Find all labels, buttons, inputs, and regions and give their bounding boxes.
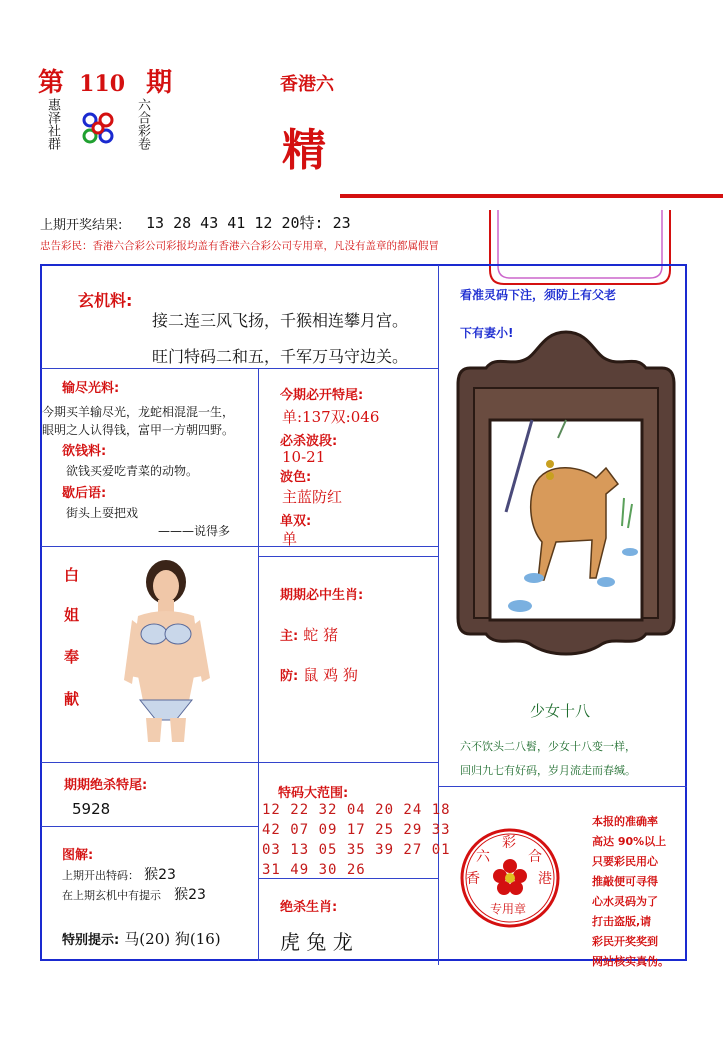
tujie-line1 — [62, 864, 176, 884]
zodiac-label: 期期必中生肖: — [280, 588, 364, 603]
range-row-4: 31 49 30 26 — [262, 862, 366, 878]
kill-zodiac-value: 虎 兔 龙 — [280, 930, 353, 954]
right-top-text2: 下有妻小! — [460, 326, 514, 340]
xiehouyu-answer: ———说得多 — [158, 524, 231, 538]
range-row-1: 12 22 32 04 20 24 18 — [262, 802, 451, 818]
right-top-text1: 看准灵码下注，须防上有父老 — [460, 288, 617, 302]
framed-painting-icon — [446, 328, 686, 658]
accuracy-line: 心水灵码为了 — [592, 895, 658, 908]
divider — [41, 826, 258, 827]
title-big: 精 — [282, 125, 326, 176]
seal-char-4: 香 — [466, 871, 480, 887]
seal-char-2: 彩 — [502, 835, 516, 851]
oddeven-value: 单 — [282, 530, 298, 548]
last-result-numbers: 13 28 43 41 12 20特: 23 — [146, 214, 351, 232]
accuracy-line: 只要彩民用心 — [592, 855, 658, 868]
wave-label: 必杀波段: — [280, 434, 338, 449]
poem-line2: 回归九七有好码，岁月流走而春缄。 — [460, 764, 636, 777]
shujin-line1: 今期买羊输尽光，龙蛇相混混一生， — [42, 405, 235, 419]
shujin-line2: 眼明之人认得钱，富甲一方朝四野。 — [42, 423, 235, 437]
accuracy-line: 本报的准确率 — [592, 815, 658, 828]
xiehouyu-label: 歇后语: — [62, 486, 107, 501]
tip-value: 马(20) 狗(16) — [124, 930, 221, 948]
accuracy-line: 高达 90%以上 — [592, 835, 667, 848]
seal-char-5: 港 — [538, 871, 552, 887]
range-row-2: 42 07 09 17 25 29 33 — [262, 822, 451, 838]
divider — [41, 546, 438, 547]
divider — [41, 368, 438, 369]
accuracy-line: 彩民开奖奖到 — [592, 935, 658, 948]
last-result-label: 上期开奖结果: — [40, 218, 123, 233]
issue-title — [38, 62, 172, 99]
tip-label: 特别提示: — [62, 933, 120, 948]
issue-prefix: 第 — [38, 68, 65, 98]
accuracy-text — [592, 812, 669, 972]
tail-kill-label: 期期绝杀特尾: — [64, 778, 148, 793]
yuqian-text: 欲钱买爱吃青菜的动物。 — [66, 464, 199, 478]
zodiac-main-label: 主: — [280, 629, 299, 644]
painting-title: 少女十八 — [530, 702, 591, 720]
shujin-label: 输尽光料: — [62, 381, 120, 396]
seal-char-3: 合 — [528, 849, 542, 865]
zodiac-main-value: 蛇 猪 — [303, 626, 339, 644]
color-label: 波色: — [280, 470, 312, 485]
tujie-line2-value: 猴23 — [174, 887, 206, 903]
tip — [62, 928, 221, 949]
tail-value: 单:137双:046 — [282, 408, 380, 426]
poem-line1: 六不饮头二八髫，少女十八变一样， — [460, 740, 636, 753]
zodiac-guard-value: 鼠 鸡 狗 — [303, 666, 358, 684]
xuanji-line2: 旺门特码二和五，千军万马守边关。 — [152, 347, 409, 366]
xiehouyu-text: 街头上耍把戏 — [66, 506, 139, 520]
tujie-line2-label: 在上期玄机中有提示 — [62, 889, 161, 902]
divider — [41, 762, 438, 763]
seal-bottom: 专用章 — [490, 902, 527, 916]
zodiac-main — [280, 624, 338, 645]
accuracy-line: 推敲便可寻得 — [592, 875, 658, 888]
divider — [438, 265, 439, 965]
kill-zodiac-label: 绝杀生肖: — [280, 900, 338, 915]
title-top: 香港六 — [280, 74, 334, 95]
tujie-line1-value: 猴23 — [144, 867, 176, 883]
tujie-line2 — [62, 884, 206, 904]
seal-char-1: 六 — [476, 849, 490, 865]
issue-number: 110 — [79, 71, 126, 97]
divider — [258, 556, 438, 557]
girl-photo-icon — [118, 560, 214, 742]
divider — [438, 786, 687, 787]
wave-value: 10-21 — [282, 448, 326, 466]
tail-kill-value: 5928 — [72, 800, 111, 818]
girl-vertical-4: 献 — [64, 690, 80, 708]
girl-vertical-2: 姐 — [64, 606, 80, 624]
zodiac-guard — [280, 664, 358, 685]
xuanji-line1: 接二连三风飞扬，千猴相连攀月宫。 — [152, 311, 409, 330]
accuracy-line: 网站核实真伪。 — [592, 955, 669, 968]
girl-vertical-1: 白 — [64, 566, 80, 584]
tujie-line1-label: 上期开出特码： — [62, 869, 139, 882]
rings-logo-icon — [80, 108, 116, 148]
xuanji-label: 玄机料: — [78, 291, 133, 310]
tail-label: 今期必开特尾: — [280, 388, 364, 403]
girl-vertical-3: 奉 — [64, 648, 80, 666]
divider — [258, 878, 438, 879]
range-row-3: 03 13 05 35 39 27 01 — [262, 842, 451, 858]
tujie-label: 图解: — [62, 848, 94, 863]
notice-text: 忠告彩民：香港六合彩公司彩报均盖有香港六合彩公司专用章，凡没有盖章的都属假冒 — [40, 240, 439, 252]
last-result — [40, 214, 122, 233]
vertical-right: 六合彩卷 — [135, 98, 150, 150]
divider — [258, 368, 259, 961]
issue-suffix: 期 — [146, 68, 173, 98]
yuqian-label: 欲钱料: — [62, 444, 107, 459]
vertical-left: 惠泽社群 — [45, 98, 60, 150]
color-value: 主蓝防红 — [282, 488, 343, 506]
oddeven-label: 单双: — [280, 514, 312, 529]
zodiac-guard-label: 防: — [280, 669, 299, 684]
accuracy-line: 打击盗版,请 — [592, 915, 652, 928]
range-label: 特码大范围: — [278, 786, 349, 801]
